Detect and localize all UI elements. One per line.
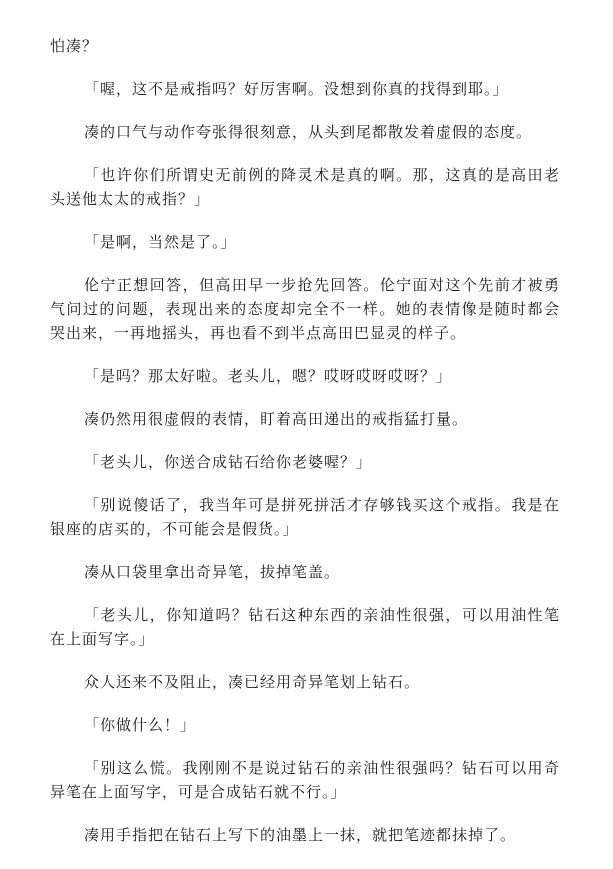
paragraph-9: 「老头儿，你送合成钻石给你老婆喔？」 [84,453,373,471]
paragraph-2: 「喔，这不是戒指吗？好厉害啊。没想到你真的找得到耶。」 [84,80,509,98]
paragraph-12: 「老头儿，你知道吗？钻石这种东西的亲油性很强，可以用油性笔在上面写字。」 [50,606,560,648]
paragraph-11: 凑从口袋里拿出奇异笔，拔掉笔盖。 [84,563,341,581]
paragraph-13: 众人还来不及阻止，凑已经用奇异笔划上钻石。 [84,673,421,691]
paragraph-8: 凑仍然用很虚假的表情，盯着高田递出的戒指猛打量。 [84,410,469,428]
paragraph-6: 伦宁正想回答，但高田早一步抢先回答。伦宁面对这个先前才被勇气问过的问题，表现出来的态度却完全不一样。她的表情像是随时都会哭出来，一再地摇头，再也看不到半点高田巴显灵的样子。 [50,276,560,342]
paragraph-1: 怕凑？ [50,37,99,55]
paragraph-5: 「是啊，当然是了。」 [84,233,237,251]
document-page [50,34,560,847]
paragraph-14: 「你做什么！」 [84,716,197,734]
paragraph-7: 「是吗？那太好啦。老头儿，嗯？哎呀哎呀哎呀？」 [84,367,453,385]
paragraph-15: 「别这么慌。我刚刚不是说过钻石的亲油性很强吗？钻石可以用奇异笔在上面写字，可是合成钻石就不行。」 [50,759,560,801]
paragraph-3: 凑的口气与动作夸张得很刻意，从头到尾都散发着虚假的态度。 [84,123,533,141]
paragraph-16: 凑用手指把在钻石上写下的油墨上一抹，就把笔迹都抹掉了。 [84,826,517,844]
paragraph-4: 「也许你们所谓史无前例的降灵术是真的啊。那，这真的是高田老头送他太太的戒指？」 [50,166,560,208]
paragraph-10: 「别说傻话了，我当年可是拼死拼活才存够钱买这个戒指。我是在银座的店买的，不可能会是假货。」 [50,496,560,538]
